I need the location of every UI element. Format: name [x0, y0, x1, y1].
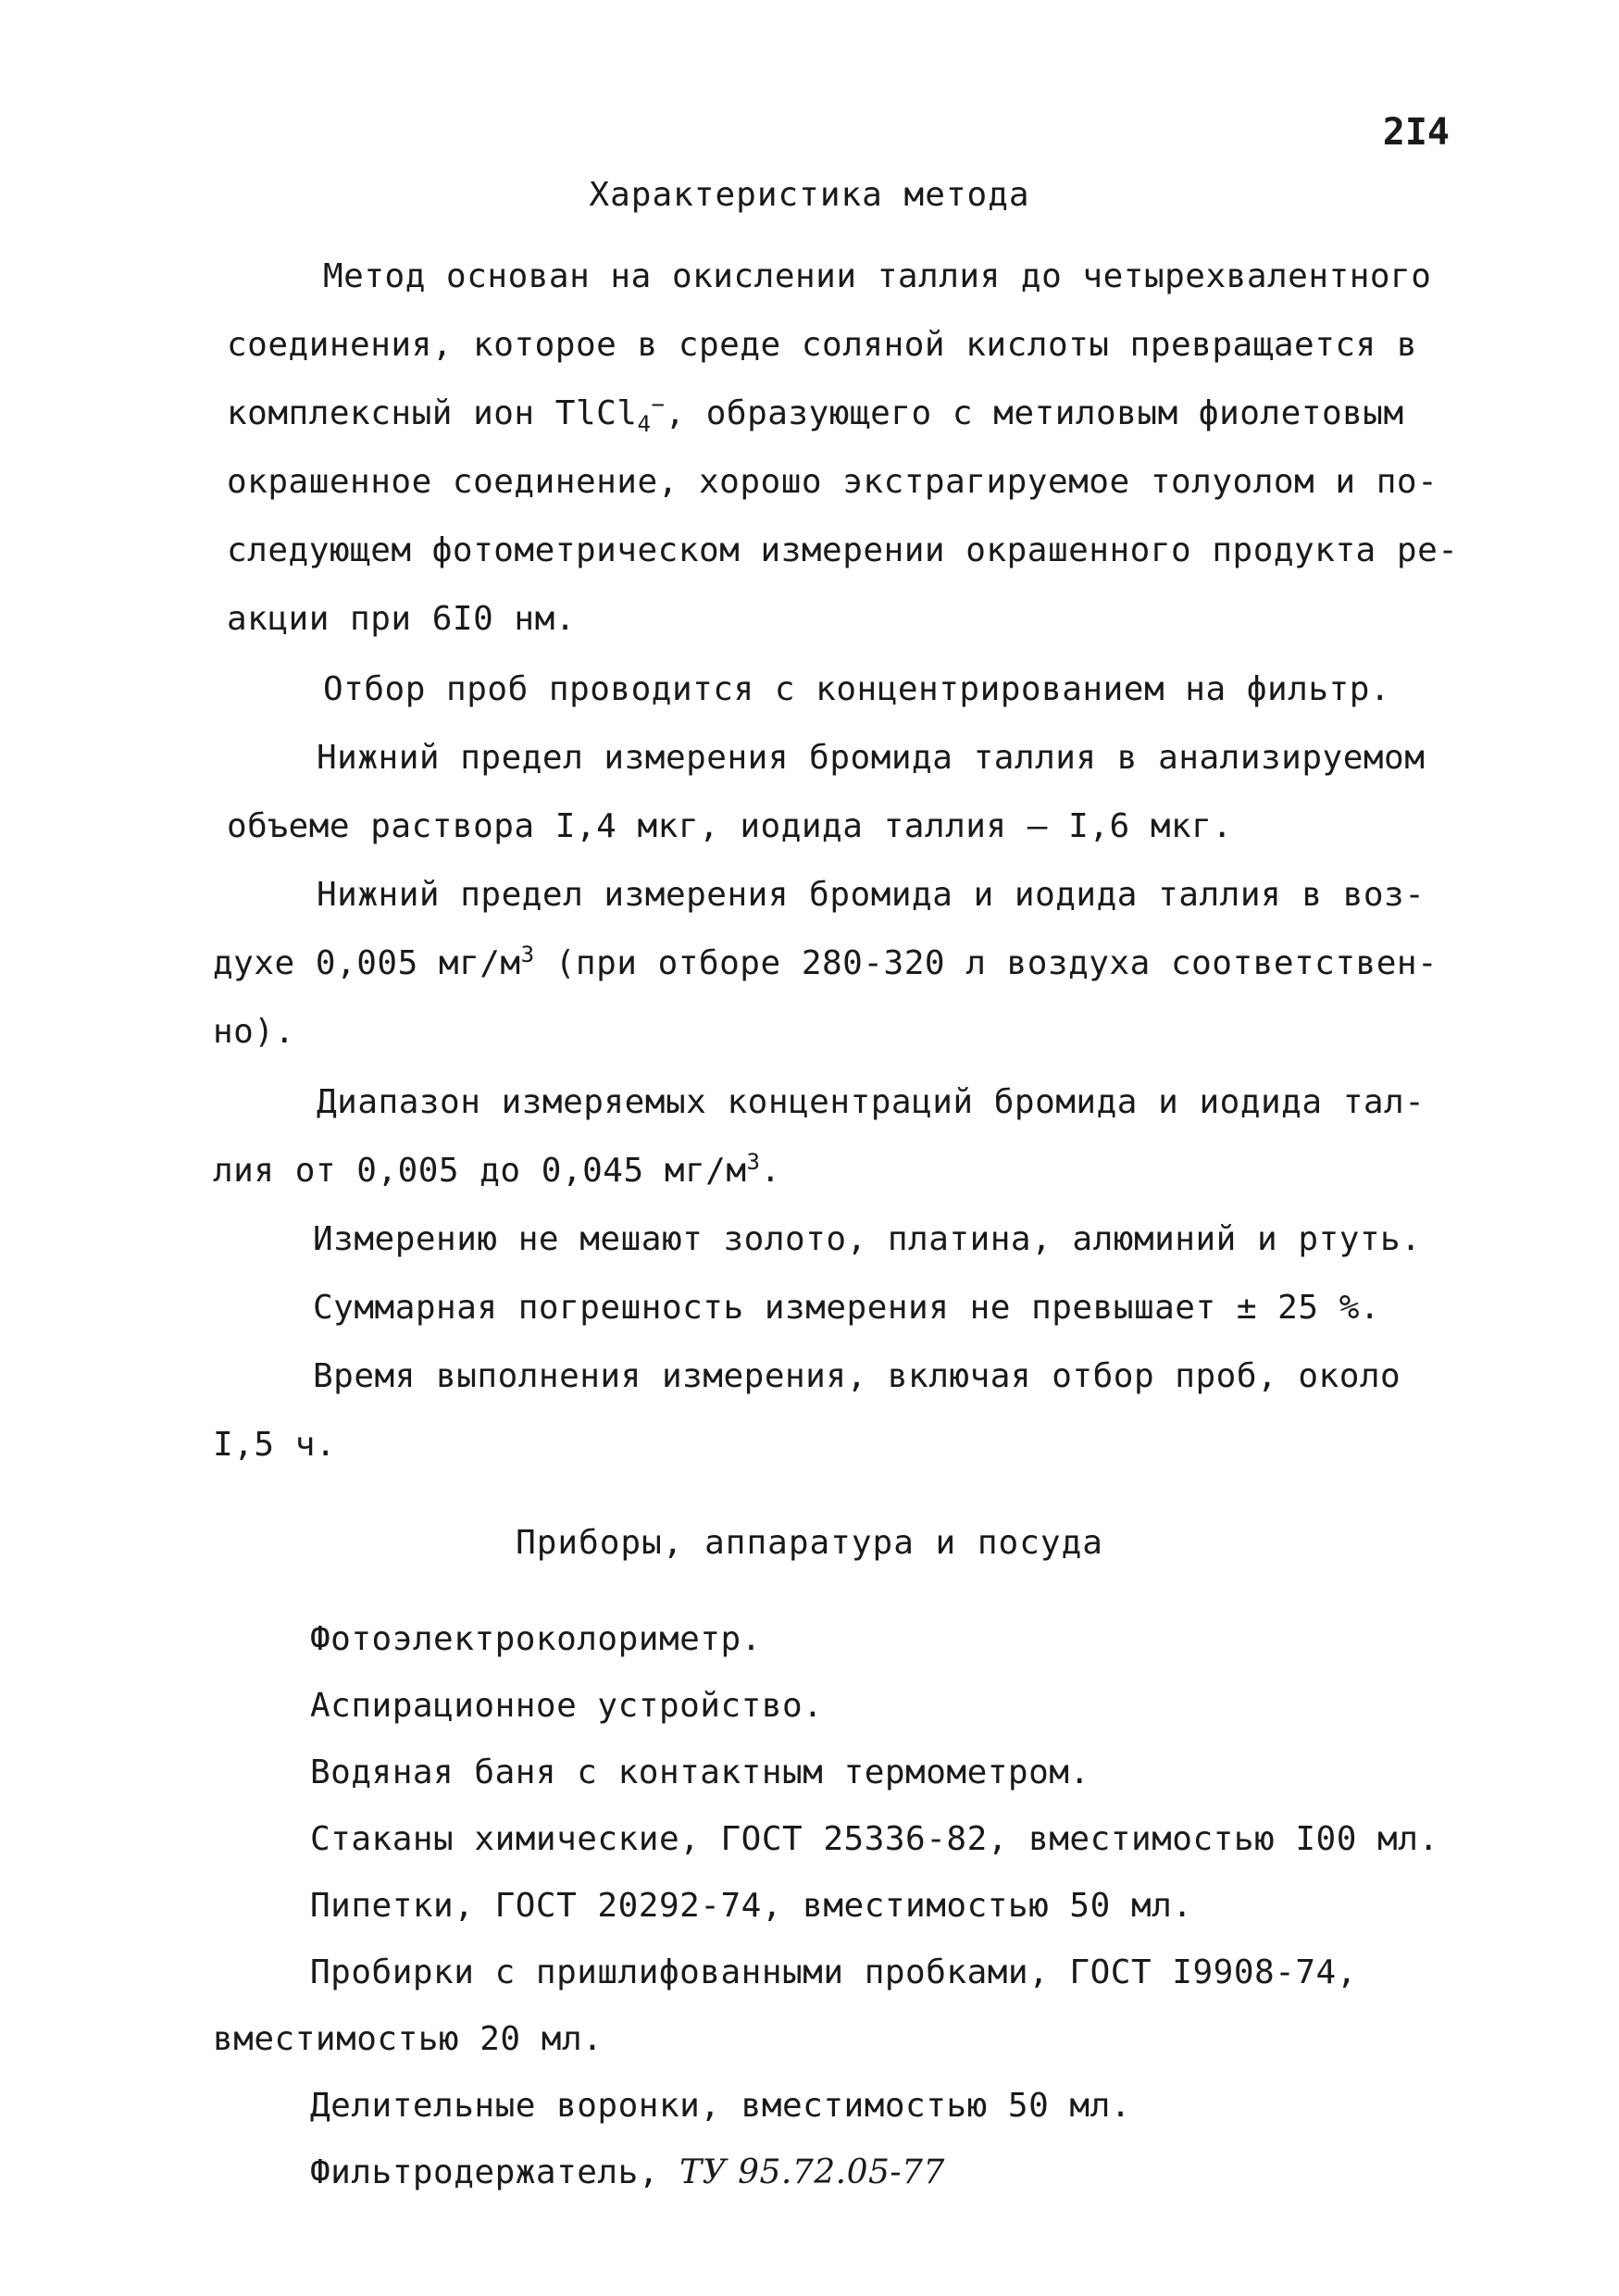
equipment-item: Стаканы химические, ГОСТ 25336-82, вместимостью I00 мл. — [310, 1820, 1439, 1858]
body-line-range: Диапазон измеряемых концентраций бромида и иодида тал- — [317, 1083, 1426, 1121]
body-line-limit: объеме раствора I,4 мкг, иодида таллия – I,6 мкг. — [227, 807, 1233, 845]
body-line-limit: Нижний предел измерения бромида и иодида таллия в воз- — [317, 876, 1426, 914]
body-line-limit: духе 0,005 $мг/м^3$ (при отборе 280-320 л воздуха соответствен- — [213, 942, 1438, 982]
body-line: комплексный ион TlCl$_4$−, образующего с метиловым фиолетовым — [227, 392, 1404, 438]
equipment-item: Водяная баня с контактным термометром. — [310, 1753, 1090, 1791]
page-number: 2I4 — [1382, 111, 1450, 154]
body-line-interference: Измерению не мешают золото, платина, алюминий и ртуть. — [313, 1220, 1422, 1258]
body-line: Метод основан на окислении таллия до четырехвалентного — [323, 257, 1432, 295]
equipment-item: Пробирки с пришлифованными пробками, ГОСТ I9908-74, — [310, 1953, 1357, 1991]
body-line-limit: Нижний предел измерения бромида таллия в анализируемом — [317, 739, 1426, 777]
equipment-item: Пипетки, ГОСТ 20292-74, вместимостью 50 мл. — [310, 1887, 1193, 1925]
section-title-equipment: Приборы, аппаратура и посуда — [516, 1524, 1103, 1562]
body-line: соединения, которое в среде соляной кислоты превращается в — [227, 326, 1418, 364]
body-line-error: Суммарная погрешность измерения не превышает ± 25 %. — [313, 1289, 1381, 1327]
body-line-sampling: Отбор проб проводится с концентрированием на фильтр. — [323, 670, 1391, 708]
equipment-item: Аспирационное устройство. — [310, 1687, 824, 1725]
body-line: акции при 6I0 нм. — [227, 600, 576, 638]
handwritten-note: ТУ 95.72.05-77 — [679, 2153, 945, 2191]
equipment-item: Фильтродержатель, ТУ 95.72.05-77 — [310, 2153, 945, 2191]
body-line-time: I,5 ч. — [213, 1426, 337, 1464]
body-line-range: лия от 0,005 до 0,045 $мг/м^3$. — [213, 1149, 781, 1190]
body-line-limit: но). — [213, 1013, 295, 1051]
body-line-time: Время выполнения измерения, включая отбор проб, около — [313, 1357, 1401, 1395]
equipment-item: Делительные воронки, вместимостью 50 мл. — [310, 2087, 1131, 2125]
body-line: следующем фотометрическом измерении окрашенного продукта ре- — [227, 531, 1459, 569]
section-title-method: Характеристика метода — [589, 176, 1030, 214]
equipment-item: вместимостью 20 мл. — [213, 2020, 604, 2058]
equipment-item: Фотоэлектроколориметр. — [310, 1620, 762, 1658]
body-line: окрашенное соединение, хорошо экстрагируемое толуолом и по- — [227, 463, 1438, 501]
